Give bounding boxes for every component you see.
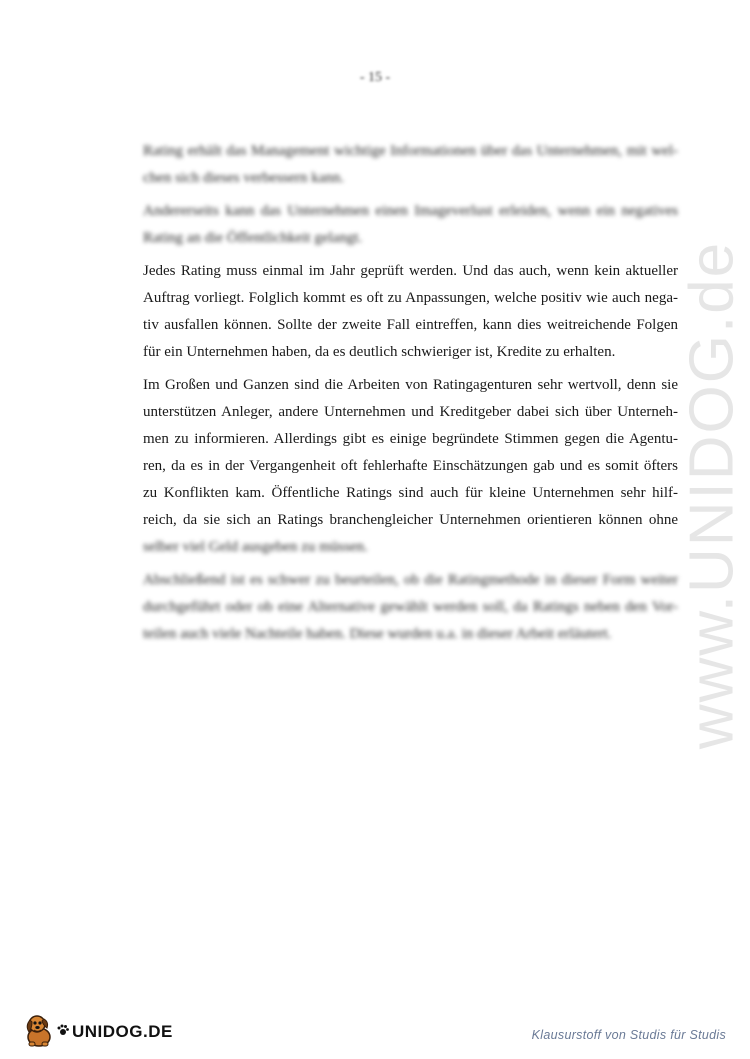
text-line: Im Großen und Ganzen sind die Arbeiten von Ratingagenturen sehr wertvoll, denn sie xyxy=(143,377,678,393)
paragraph-1 xyxy=(143,138,678,192)
logo-text: UNIDOG.DE xyxy=(72,1022,173,1041)
text-line: Auftrag vorliegt. Folglich kommt es oft zu Anpassungen, welche positiv wie auch nega- xyxy=(143,290,678,306)
text-line: tiv ausfallen können. Sollte der zweite Fall eintreffen, kann dies weitreichende Folgen xyxy=(143,317,678,333)
text-line: durchgeführt oder ob eine Alternative gewählt werden soll, da Ratings neben den Vor- xyxy=(143,599,678,615)
text-line: Abschließend ist es schwer zu beurteilen, ob die Ratingmethode in dieser Form weiter xyxy=(143,572,678,588)
watermark xyxy=(672,240,750,750)
dog-mascot-icon xyxy=(22,1012,56,1053)
page-number: - 15 - xyxy=(359,70,391,85)
footer-logo[interactable] xyxy=(22,1012,173,1052)
text-line: Rating an die Öffentlichkeit gelangt. xyxy=(143,230,363,246)
text-line: teilen auch viele Nachteile haben. Diese wurden u.a. in dieser Arbeit erläutert. xyxy=(143,626,612,642)
text-line: men zu informieren. Allerdings gibt es einige begründete Stimmen gegen die Agentu- xyxy=(143,431,678,447)
paragraph-5 xyxy=(143,567,678,648)
text-line: selber viel Geld ausgeben zu müssen. xyxy=(143,539,368,555)
text-line: reich, da sie sich an Ratings branchengleicher Unternehmen orientieren können ohne xyxy=(143,512,678,528)
text-line: Andererseits kann das Unternehmen einen Imageverlust erleiden, wenn ein negatives xyxy=(143,203,678,219)
text-line: Jedes Rating muss einmal im Jahr geprüft werden. Und das auch, wenn kein aktueller xyxy=(143,263,678,279)
paragraph-4 xyxy=(143,372,678,561)
paragraph-2 xyxy=(143,198,678,252)
footer-tagline: Klausurstoff von Studis für Studis xyxy=(531,1028,726,1042)
text-line: zu Konflikten kam. Öffentliche Ratings sind auch für kleine Unternehmen sehr hilf- xyxy=(143,485,678,501)
paw-icon xyxy=(56,1023,70,1042)
text-line: chen sich dieses verbessern kann. xyxy=(143,170,345,186)
text-line: ren, da es in der Vergangenheit oft fehlerhafte Einschätzungen gab und es somit öfters xyxy=(143,458,678,474)
text-line: Rating erhält das Management wichtige Informationen über das Unternehmen, mit wel- xyxy=(143,143,678,159)
text-line: für ein Unternehmen haben, da es deutlich schwieriger ist, Kredite zu erhalten. xyxy=(143,344,616,360)
paragraph-3 xyxy=(143,258,678,366)
watermark-text: www.UNIDOG.de xyxy=(677,240,747,750)
text-line: unterstützen Anleger, andere Unternehmen und Kreditgeber dabei sich über Unterneh- xyxy=(143,404,678,420)
document-body xyxy=(143,138,678,654)
